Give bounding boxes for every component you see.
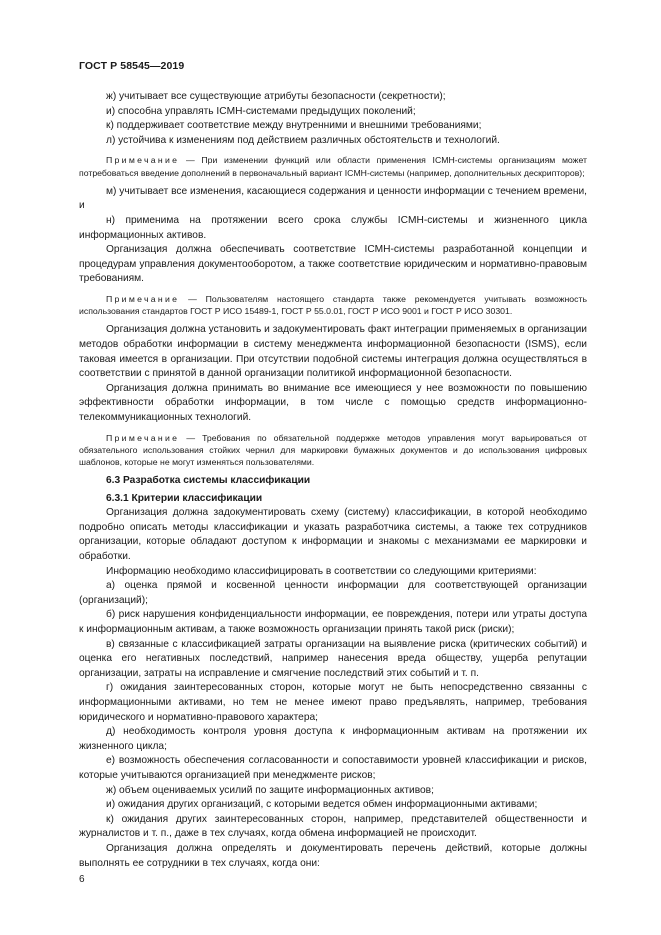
paragraph: Организация должна принимать во внимание все имеющиеся у нее возможности по повышению эффективности обработки информации, в том числе с помощью средств информационно-телекоммуникационных технологий. (79, 382, 587, 423)
list-item: н) применима на протяжении всего срока службы ICMH-системы и жизненного цикла информационных активов. (79, 214, 587, 241)
section-heading: 6.3 Разработка системы классификации (106, 475, 311, 487)
note (79, 154, 587, 178)
paragraph: Организация должна обеспечивать соответствие ICMH-системы разработанной концепции и процедурам управления документооборотом, а также соответствие юридическим и нормативно-правовым требованиям. (79, 244, 587, 285)
note-text: — При изменении функций или области применения ICMH-системы организациям может потребоваться введение дополнений в первоначальный вариант ICMH-системы (например, дополнительных дескрипторов); (79, 155, 587, 178)
note-text: — Требования по обязательной поддержке методов управления могут варьироваться от обязательного использования стойких чернил для маркировки бумажных документов и до использования цифровых шаблонов, которые не могут изменяться пользователями. (79, 432, 587, 467)
criteria-item: ж) объем оцениваемых усилий по защите информационных активов; (106, 784, 434, 796)
paragraph: Организация должна определять и документировать перечень действий, которые должны выполнять ее сотрудники в тех случаях, когда они: (79, 842, 587, 869)
note-label: Примечание (106, 155, 180, 166)
paragraph: Организация должна задокументировать схему (систему) классификации, в которой необходимо подробно описать методы классификации и указать разработчика системы, а также тех сотрудников организации, которые обладают доступом к информации и знакомы с механизмами ее маркировки и обработки. (79, 507, 587, 563)
page-number: 6 (79, 874, 85, 885)
list-item: и) способна управлять ICMH-системами предыдущих поколений; (106, 105, 416, 117)
note (79, 432, 587, 469)
subsection-heading: 6.3.1 Критерии классификации (106, 492, 263, 504)
list-item: л) устойчива к изменениям под действием различных обстоятельств и технологий. (106, 134, 500, 146)
criteria-item: г) ожидания заинтересованных сторон, которые могут не быть непосредственно связанны с информационными активами, но тем не менее имеют право предъявлять, например, требования юридического и нормативно-правового характера; (79, 682, 587, 723)
note-label: Примечание (106, 293, 180, 304)
criteria-item: в) связанные с классификацией затраты организации на выявление риска (критических событий) и оценка его негативных последствий, например нанесения вреда обществу, ущерба репутации организации, затраты на исправление и смягчение последствий этих событий и т. п. (79, 638, 587, 679)
note-label: Примечание (106, 432, 180, 443)
paragraph: Информацию необходимо классифицировать в соответствии со следующими критериями: (106, 565, 537, 577)
paragraph: Организация должна установить и задокументировать факт интеграции применяемых в организации методов обработки информации в систему менеджмента информационной безопасности (ISMS), если таковая имеется в организации. При отсутствии подобной системы интеграция должна осуществляться в соответствии с принятой в данной организации политикой информационной безопасности. (79, 324, 587, 380)
criteria-item: д) необходимость контроля уровня доступа к информационным активам на протяжении их жизненного цикла; (79, 726, 587, 752)
list-item: ж) учитывает все существующие атрибуты безопасности (секретности); (106, 91, 446, 102)
document-body (79, 90, 587, 871)
criteria-item: а) оценка прямой и косвенной ценности информации для соответствующей организации (организаций); (79, 580, 587, 606)
document-header: ГОСТ Р 58545—2019 (79, 60, 185, 72)
criteria-item: и) ожидания других организаций, с которыми ведется обмен информационными активами; (106, 799, 538, 811)
note-text: — Пользователям настоящего стандарта также рекомендуется учитывать возможность использования стандартов ГОСТ Р ИСО 15489-1, ГОСТ Р 55.0.01, ГОСТ Р ИСО 9001 и ГОСТ Р ИСО 30301. (79, 293, 587, 317)
criteria-item: к) ожидания других заинтересованных сторон, например, представителей общественности и журналистов и т. п., даже в тех случаях, когда обмена информацией не происходит. (79, 813, 587, 840)
criteria-item: е) возможность обеспечения согласованности и сопоставимости уровней классификации и рисков, которые учитываются организацией при менеджменте рисков; (79, 755, 587, 781)
note (79, 293, 587, 317)
list-item: к) поддерживает соответствие между внутренними и внешними требованиями; (106, 120, 482, 132)
list-item: м) учитывает все изменения, касающиеся содержания и ценности информации с течением времени, и (79, 185, 587, 212)
criteria-item: б) риск нарушения конфиденциальности информации, ее повреждения, потери или утраты доступа к информационным активам, а также возможность организации принять такой риск (риски); (79, 609, 587, 636)
